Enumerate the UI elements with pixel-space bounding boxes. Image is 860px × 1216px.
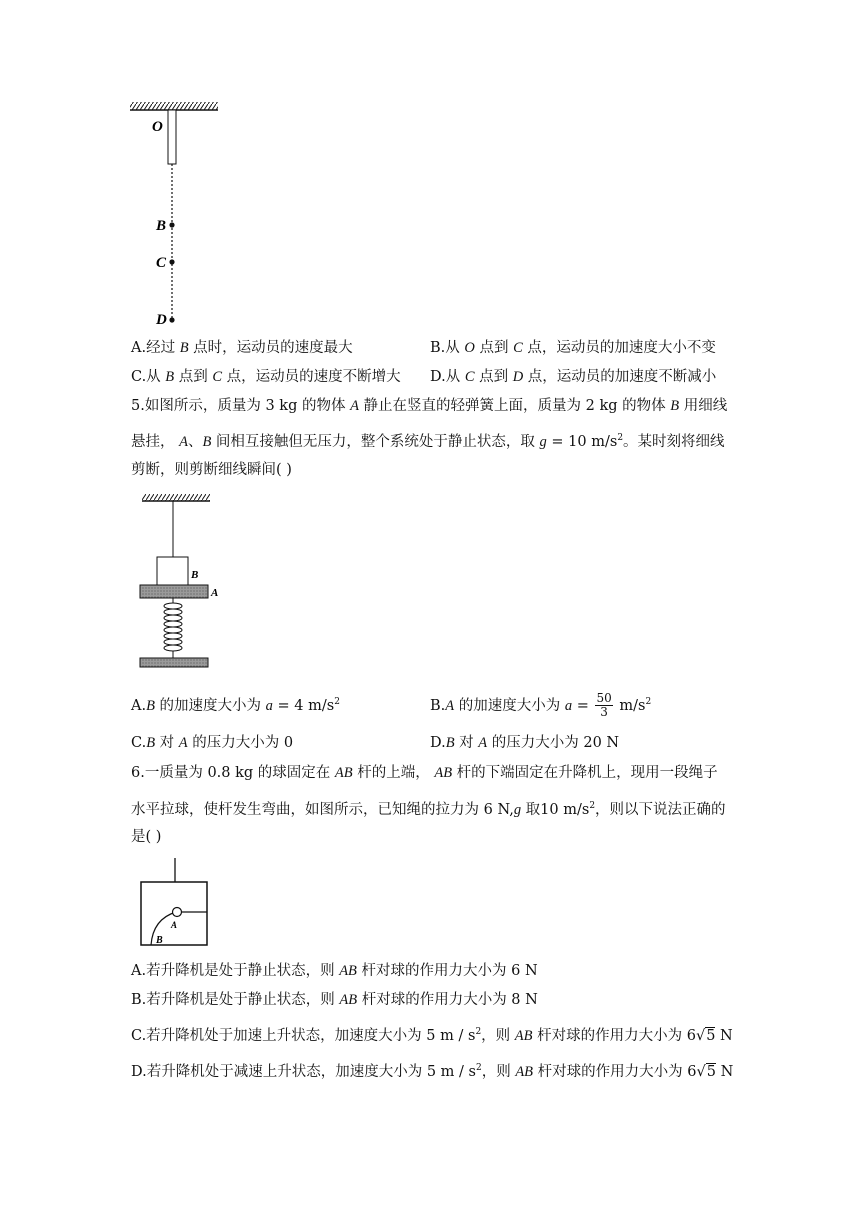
q5-stem-line1: 5.如图所示，质量为 3 kg 的物体 A 静止在竖直的轻弹簧上面，质量为 2 kg 的物体 B 用细线 [131,398,728,414]
label-d: D [156,312,167,328]
label-c: C [156,255,167,271]
q6-option-d: D.若升降机处于减速上升状态，加速度大小为 5 m / $s^2$，则 AB 杆对球的作用力大小为 6√5 N [131,1063,734,1080]
q5-option-b: B.A 的加速度大小为 a = $\frac{50}{3}$ $m/s^2$ [430,691,652,720]
ceiling [130,102,218,110]
fixed-rope-segment [168,110,176,164]
q5-option-c: C.B 对 A 的压力大小为 0 [131,735,294,751]
label-b: B [191,569,199,581]
label-b: B [156,218,167,234]
q6-stem-line1: 6.一质量为 0.8 kg 的球固定在 AB 杆的上端， AB 杆的下端固定在升降机上，现用一段绳子 [131,765,718,781]
q6-option-c: C.若升降机处于加速上升状态，加速度大小为 5 m / $s^2$，则 AB 杆对球的作用力大小为 6√5 N [131,1027,733,1044]
q4-option-c: C.从 B 点到 C 点，运动员的速度不断增大 [131,369,401,385]
q5-stem-line3: 剪断，则剪断细线瞬间( ) [131,462,292,478]
q5-stem-line2: 悬挂， A、B 间相互接触但无压力，整个系统处于静止状态，取 g = 10 $m/s^2$。某时刻将细线 [131,433,725,450]
q4-option-b: B.从 O 点到 C 点，运动员的加速度大小不变 [430,340,716,356]
point-d [169,317,174,322]
q6-stem-line2: 水平拉球，使杆发生弯曲，如图所示，已知绳的拉力为 6 N,g 取10 $m/s^2$，则以下说法正确的 [131,801,726,818]
q4-option-d: D.从 C 点到 D 点，运动员的加速度不断减小 [430,369,717,385]
block-b [157,557,188,585]
q5-option-a: A.B 的加速度大小为 a = 4 $m/s^2$ [131,697,340,714]
figure-spring-blocks [130,488,240,673]
figure-bungee-jump [120,98,230,333]
q6-option-b: B.若升降机是处于静止状态，则 AB 杆对球的作用力大小为 8 N [131,992,538,1008]
q6-option-a: A.若升降机是处于静止状态，则 AB 杆对球的作用力大小为 6 N [131,963,538,979]
fraction-50-3: $\frac{50}{3}$ [596,691,612,720]
label-a: A [171,920,178,930]
q6-stem-line3: 是( ) [131,829,162,845]
ground-plate [140,658,208,667]
ball [173,908,182,917]
label-a: A [211,587,219,599]
spring [164,598,182,658]
point-b [169,222,174,227]
q4-option-a: A.经过 B 点时，运动员的速度最大 [131,340,353,356]
label-b: B [156,935,163,946]
q5-option-d: D.B 对 A 的压力大小为 20 N [430,735,620,751]
ceiling [142,494,210,501]
label-o: O [152,119,163,135]
figure-elevator-rod [135,855,215,955]
block-a [140,585,208,598]
point-c [169,259,174,264]
